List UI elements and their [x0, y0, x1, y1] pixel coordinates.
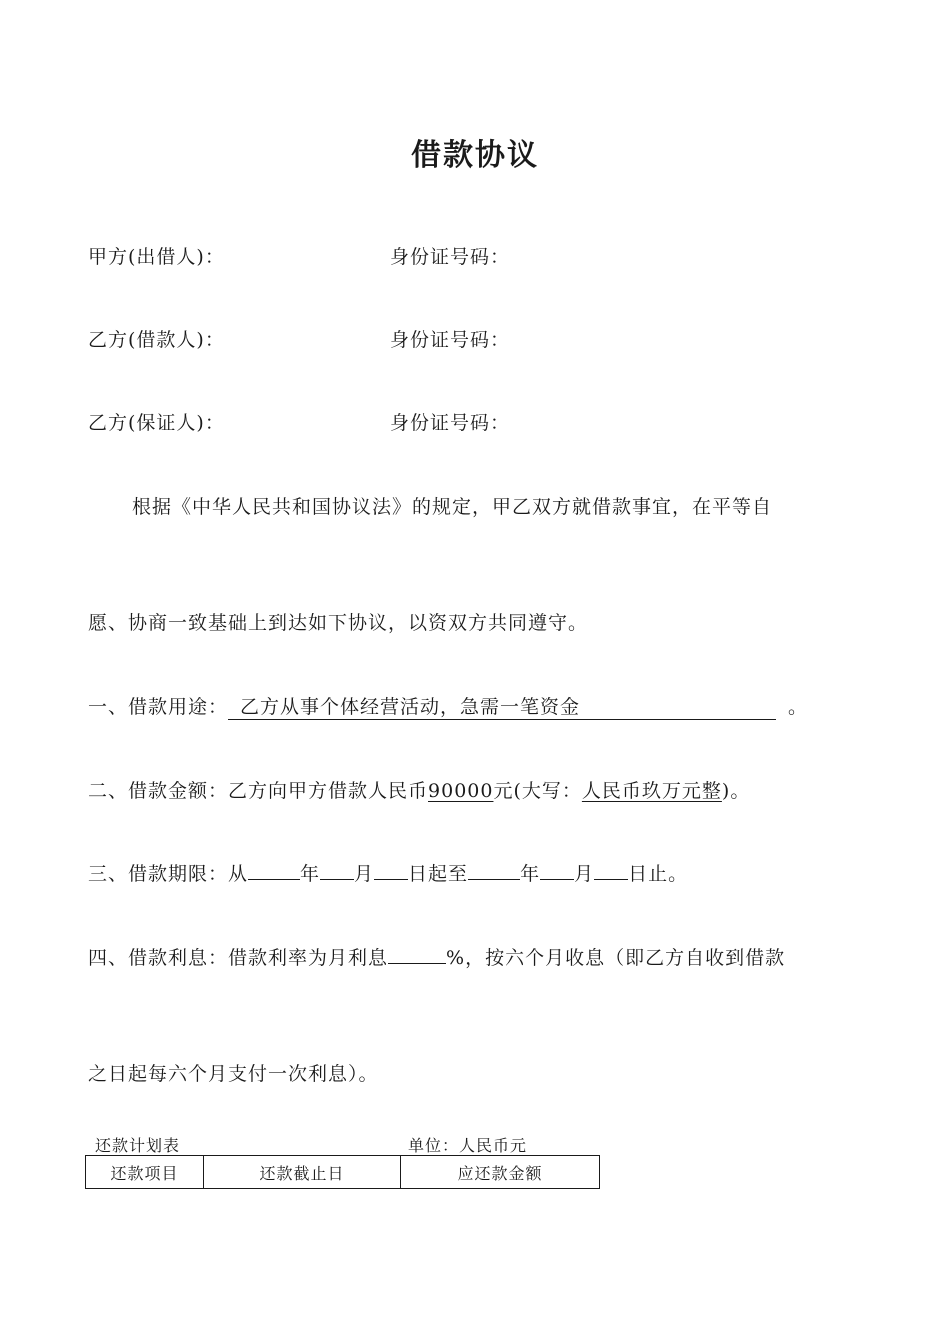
clause-term-prefix: 三、借款期限：从: [88, 863, 249, 885]
clause-purpose: [88, 692, 808, 720]
guarantor-id-label: 身份证号码：: [390, 412, 511, 434]
start-month-label: 月: [354, 863, 375, 885]
end-year-label: 年: [520, 863, 541, 885]
loan-amount-words: 人民币玖万元整: [581, 780, 722, 802]
intro-line-1: 根据《中华人民共和国协议法》的规定，甲乙双方就借款事宜，在平等自: [132, 496, 773, 518]
end-month-label: 月: [574, 863, 595, 885]
schedule-caption: 还款计划表: [95, 1136, 181, 1155]
clause-term: [88, 859, 688, 886]
header-repayment-deadline: 还款截止日: [204, 1156, 401, 1189]
table-header-row: [86, 1156, 600, 1189]
start-year-blank[interactable]: [248, 861, 300, 880]
clause-interest-line-2: 之日起每六个月支付一次利息）。: [88, 1063, 379, 1085]
borrower-id-label: 身份证号码：: [390, 329, 511, 351]
clause-interest-mid: %，按六个月收息（即乙方自收到借款: [446, 947, 786, 969]
start-month-blank[interactable]: [320, 861, 354, 880]
loan-amount-value: 90000: [428, 780, 494, 802]
document-title: 借款协议: [411, 138, 539, 173]
guarantor-label: 乙方(保证人)：: [88, 412, 225, 434]
interest-rate-blank[interactable]: [388, 945, 446, 964]
clause-purpose-suffix: 。: [788, 696, 809, 718]
lender-label: 甲方(出借人)：: [88, 246, 225, 268]
start-day-blank[interactable]: [374, 861, 408, 880]
borrower-label: 乙方(借款人)：: [88, 329, 225, 351]
clause-purpose-prefix: 一、借款用途：: [88, 696, 229, 718]
intro-line-2: 愿、协商一致基础上到达如下协议，以资双方共同遵守。: [88, 612, 589, 634]
end-day-label: 日止。: [628, 863, 689, 885]
start-day-label: 日起至: [408, 863, 469, 885]
end-day-blank[interactable]: [594, 861, 628, 880]
end-year-blank[interactable]: [468, 861, 520, 880]
start-year-label: 年: [300, 863, 321, 885]
clause-amount-prefix: 二、借款金额：乙方向甲方借款人民币: [88, 780, 429, 802]
clause-amount: [88, 776, 750, 803]
schedule-unit: 单位：人民币元: [408, 1136, 528, 1155]
clause-amount-suffix: )。: [721, 780, 751, 802]
header-repayment-amount: 应还款金额: [401, 1156, 600, 1189]
lender-id-label: 身份证号码：: [390, 246, 511, 268]
clause-interest: [88, 943, 785, 970]
header-repayment-item: 还款项目: [86, 1156, 204, 1189]
repayment-schedule-table: [85, 1155, 600, 1189]
clause-purpose-value: 乙方从事个体经营活动，急需一笔资金: [228, 692, 776, 720]
clause-amount-mid: 元(大写：: [493, 780, 582, 802]
end-month-blank[interactable]: [540, 861, 574, 880]
clause-interest-prefix: 四、借款利息：借款利率为月利息: [88, 947, 389, 969]
